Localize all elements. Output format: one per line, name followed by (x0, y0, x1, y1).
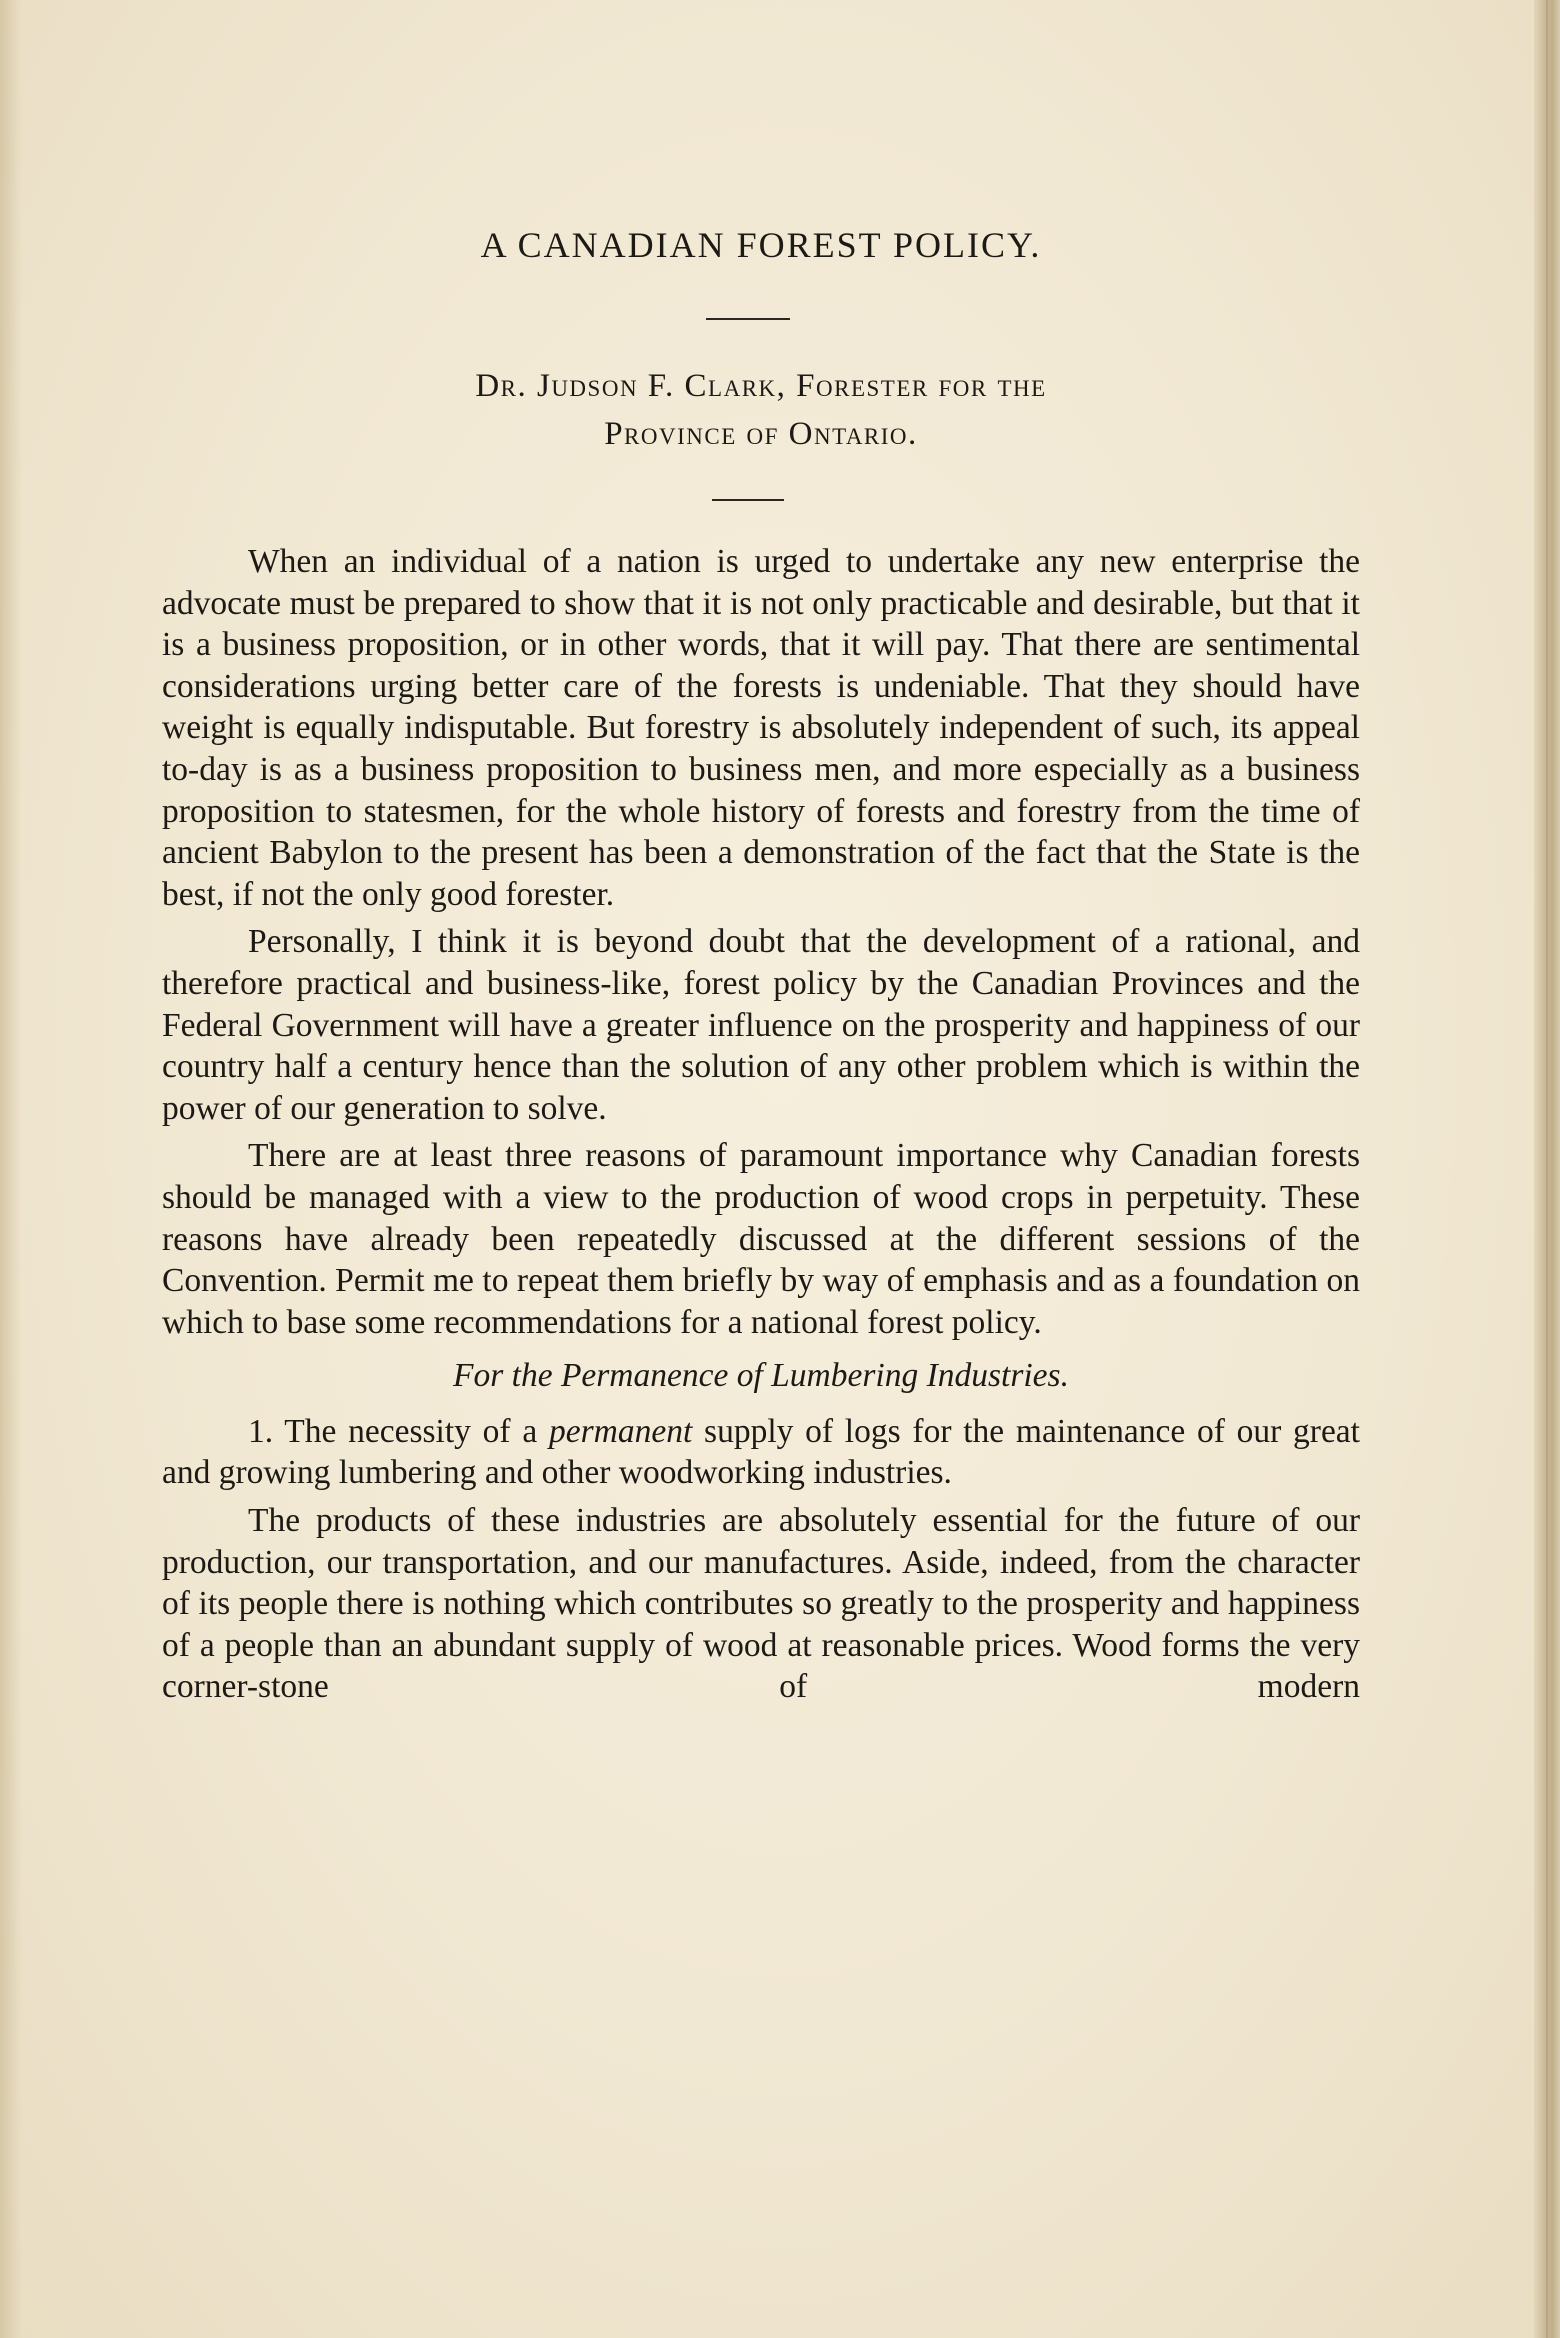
numbered-paragraph-start: 1. The necessity of a (248, 1412, 549, 1450)
paragraph-2: Personally, I think it is beyond doubt that the development of a rational, and therefore practical and business-like, forest policy by the Canadian Provinces and the Federal Government will have a greater influence on the prosperity and happiness of our country half a century hence than the solution of any other problem which is within the power of our generation to solve. (162, 923, 1360, 1127)
page-edge-line (1546, 0, 1548, 2338)
emphasis-word: permanent (548, 1412, 693, 1450)
paragraph-3: There are at least three reasons of paramount importance why Canadian forests should be managed with a view to the production of wood crops in perpetuity. These reasons have already been repeatedly discussed at the different sessions of the Convention. Permit me to repeat them briefly by way of emphasis and as a foundation on which to base some recommendations for a national forest policy. (162, 1137, 1360, 1341)
paragraph-final: The products of these industries are absolutely essential for the future of our production, our transportation, and our manufactures. Aside, indeed, from the character of its people there is nothing which contributes so greatly to the prosperity and happiness of a people than an abundant supply of wood at reasonable prices. Wood forms the very corner-stone of modern (162, 1502, 1360, 1706)
section-heading: For the Permanence of Lumbering Industries. (453, 1357, 1069, 1395)
body-text (162, 541, 1360, 1714)
page-title: A CANADIAN FOREST POLICY. (480, 225, 1042, 265)
numbered-paragraph-end: supply of logs for the maintenance of our great and growing lumbering and other woodworking industries. (162, 1412, 1360, 1492)
numbered-paragraph (162, 1411, 1360, 1494)
author-line-2: Province of Ontario. (604, 416, 918, 452)
paragraph-1: When an individual of a nation is urged to undertake any new enterprise the advocate must be prepared to show that it is not only practicable and desirable, but that it is a business proposition, or in other words, that it will pay. That there are sentimental considerations urging better care of the forests is undeniable. That they should have weight is equally indisputable. But forestry is absolutely independent of such, its appeal to-day is as a business proposition to business men, and more especially as a business proposition to statesmen, for the whole history of forests and forestry from the time of ancient Babylon to the present has been a demonstration of the fact that the State is the best, if not the only good forester. (162, 543, 1360, 913)
title-divider (706, 318, 790, 320)
author-byline (162, 362, 1360, 458)
author-line-1: Dr. Judson F. Clark, Forester for the (475, 368, 1047, 404)
author-divider (712, 499, 784, 501)
page-gutter-shadow (0, 0, 22, 2338)
